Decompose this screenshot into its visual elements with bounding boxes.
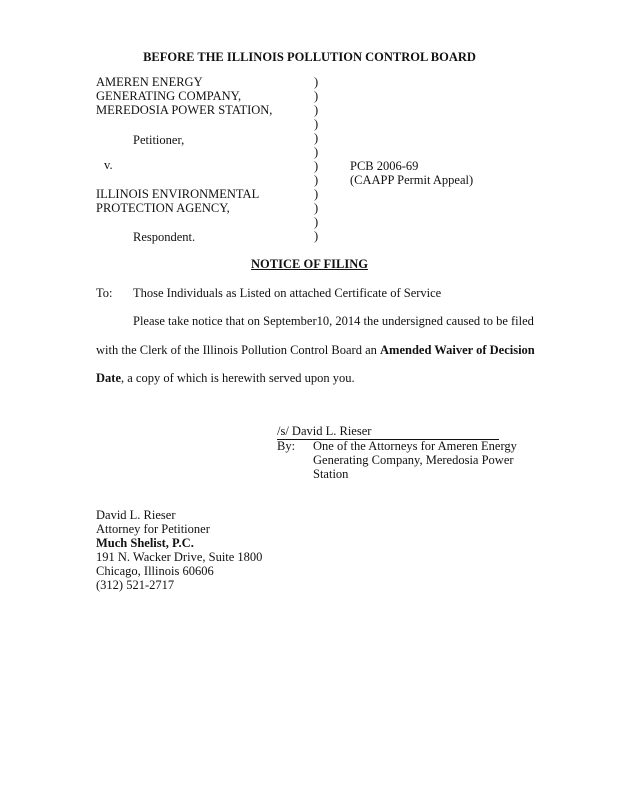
notice-paragraph-line-1: Please take notice that on September10, 2014 the undersigned caused to be filed [133, 314, 534, 328]
document-title: BEFORE THE ILLINOIS POLLUTION CONTROL BOARD [143, 50, 476, 64]
to-label: To: [96, 286, 113, 300]
law-firm: Much Shelist, P.C. [96, 536, 194, 550]
by-line-2: Generating Company, Meredosia Power [313, 453, 514, 467]
paren: ) [314, 159, 319, 173]
paren: ) [314, 117, 319, 131]
attorney-title: Attorney for Petitioner [96, 522, 210, 536]
paren: ) [314, 201, 319, 215]
petitioner-role: Petitioner, [133, 133, 185, 147]
petitioner-line-3: MEREDOSIA POWER STATION, [96, 103, 273, 117]
paragraph-text: with the Clerk of the Illinois Pollution Control Board an [96, 343, 381, 357]
paren: ) [314, 187, 319, 201]
document-name: Date [96, 371, 121, 385]
paragraph-text: , a copy of which is herewith served upon you. [121, 371, 355, 385]
address-line-2: Chicago, Illinois 60606 [96, 564, 214, 578]
paren: ) [314, 229, 319, 243]
paren: ) [314, 173, 319, 187]
to-recipients: Those Individuals as Listed on attached Certificate of Service [133, 286, 442, 300]
phone-number: (312) 521-2717 [96, 578, 175, 592]
paren: ) [314, 145, 319, 159]
attorney-name: David L. Rieser [96, 508, 176, 522]
by-line-3: Station [313, 467, 349, 481]
case-number: PCB 2006-69 [350, 159, 419, 173]
notice-paragraph-line-3 [96, 371, 355, 386]
by-line-1: One of the Attorneys for Ameren Energy [313, 439, 517, 453]
signature-line: /s/ David L. Rieser [277, 424, 499, 440]
versus-label: v. [104, 158, 113, 172]
document-name: Amended Waiver of Decision [380, 343, 535, 357]
by-label: By: [277, 439, 296, 453]
case-type: (CAAPP Permit Appeal) [350, 173, 474, 187]
paren: ) [314, 89, 319, 103]
paren: ) [314, 131, 319, 145]
respondent-line-1: ILLINOIS ENVIRONMENTAL [96, 187, 260, 201]
notice-paragraph-line-2 [96, 343, 535, 358]
paren: ) [314, 75, 319, 89]
address-line-1: 191 N. Wacker Drive, Suite 1800 [96, 550, 263, 564]
respondent-line-2: PROTECTION AGENCY, [96, 201, 230, 215]
paren: ) [314, 215, 319, 229]
petitioner-line-2: GENERATING COMPANY, [96, 89, 242, 103]
petitioner-line-1: AMEREN ENERGY [96, 75, 203, 89]
respondent-role: Respondent. [133, 230, 196, 244]
paren: ) [314, 103, 319, 117]
notice-heading: NOTICE OF FILING [251, 257, 368, 271]
